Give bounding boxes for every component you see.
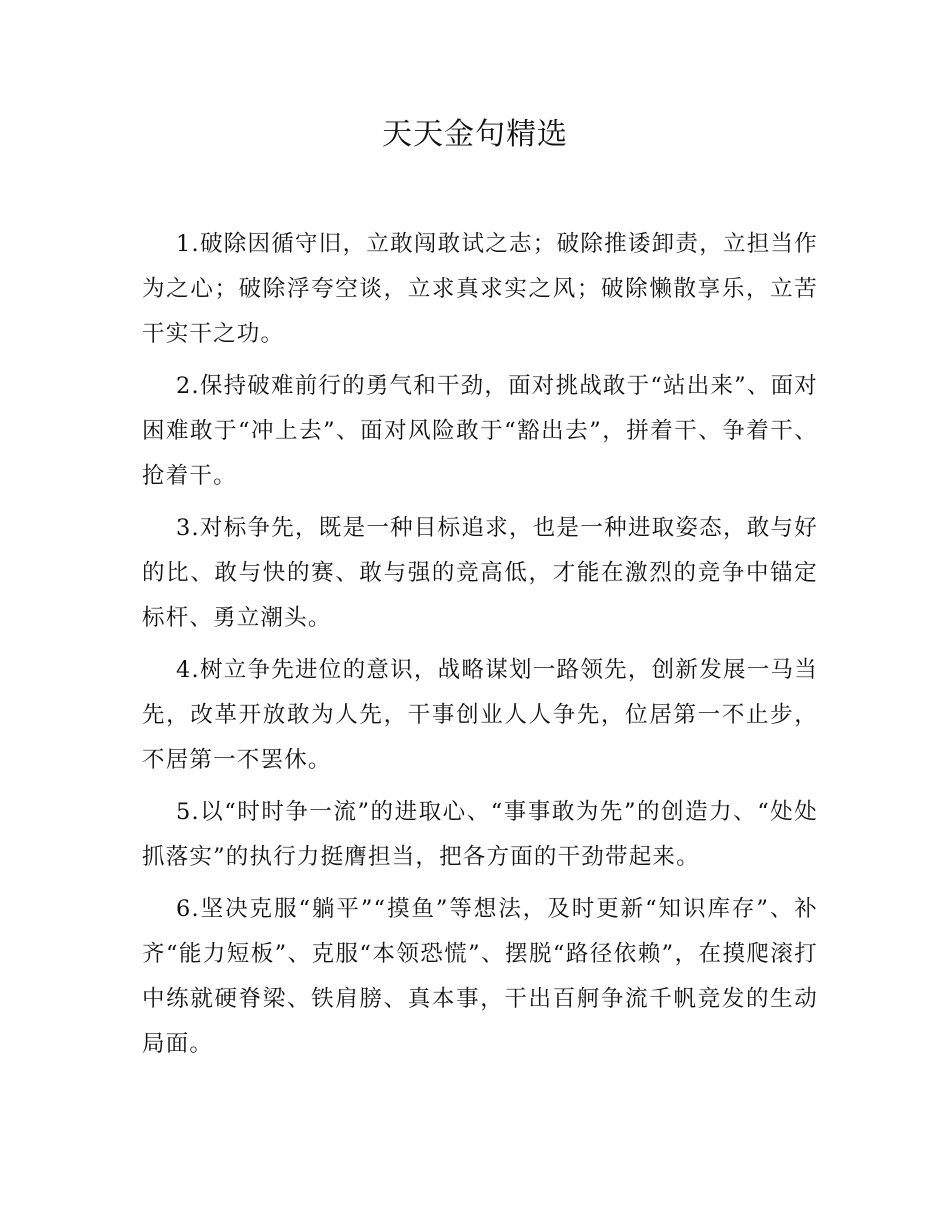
paragraph-1: 1.破除因循守旧，立敢闯敢试之志；破除推诿卸责，立担当作为之心；破除浮夸空谈，立求真求实之风；破除懒散享乐，立苦干实干之功。 — [142, 231, 818, 347]
paragraph-2: 2.保持破难前行的勇气和干劲，面对挑战敢于“站出来”、面对困难敢于“冲上去”、面对风险敢于“豁出去”，拼着干、争着干、抢着干。 — [142, 373, 818, 489]
paragraph-4: 4.树立争先进位的意识，战略谋划一路领先，创新发展一马当先，改革开放敢为人先，干事创业人人争先，位居第一不止步，不居第一不罢休。 — [142, 657, 818, 773]
paragraph-5: 5.以“时时争一流”的进取心、“事事敢为先”的创造力、“处处抓落实”的执行力挺膺担当，把各方面的干劲带起来。 — [142, 799, 818, 870]
paragraph-6: 6.坚决克服“躺平”“摸鱼”等想法，及时更新“知识库存”、补齐“能力短板”、克服“本领恐慌”、摆脱“路径依赖”，在摸爬滚打中练就硬脊梁、铁肩膀、真本事，干出百舸争流千帆竞发的生动局面。 — [142, 896, 818, 1057]
paragraph-3: 3.对标争先，既是一种目标追求，也是一种进取姿态，敢与好的比、敢与快的赛、敢与强的竞高低，才能在激烈的竞争中锚定标杆、勇立潮头。 — [142, 515, 818, 631]
page-title: 天天金句精选 — [382, 117, 568, 152]
document-body — [142, 222, 818, 1074]
